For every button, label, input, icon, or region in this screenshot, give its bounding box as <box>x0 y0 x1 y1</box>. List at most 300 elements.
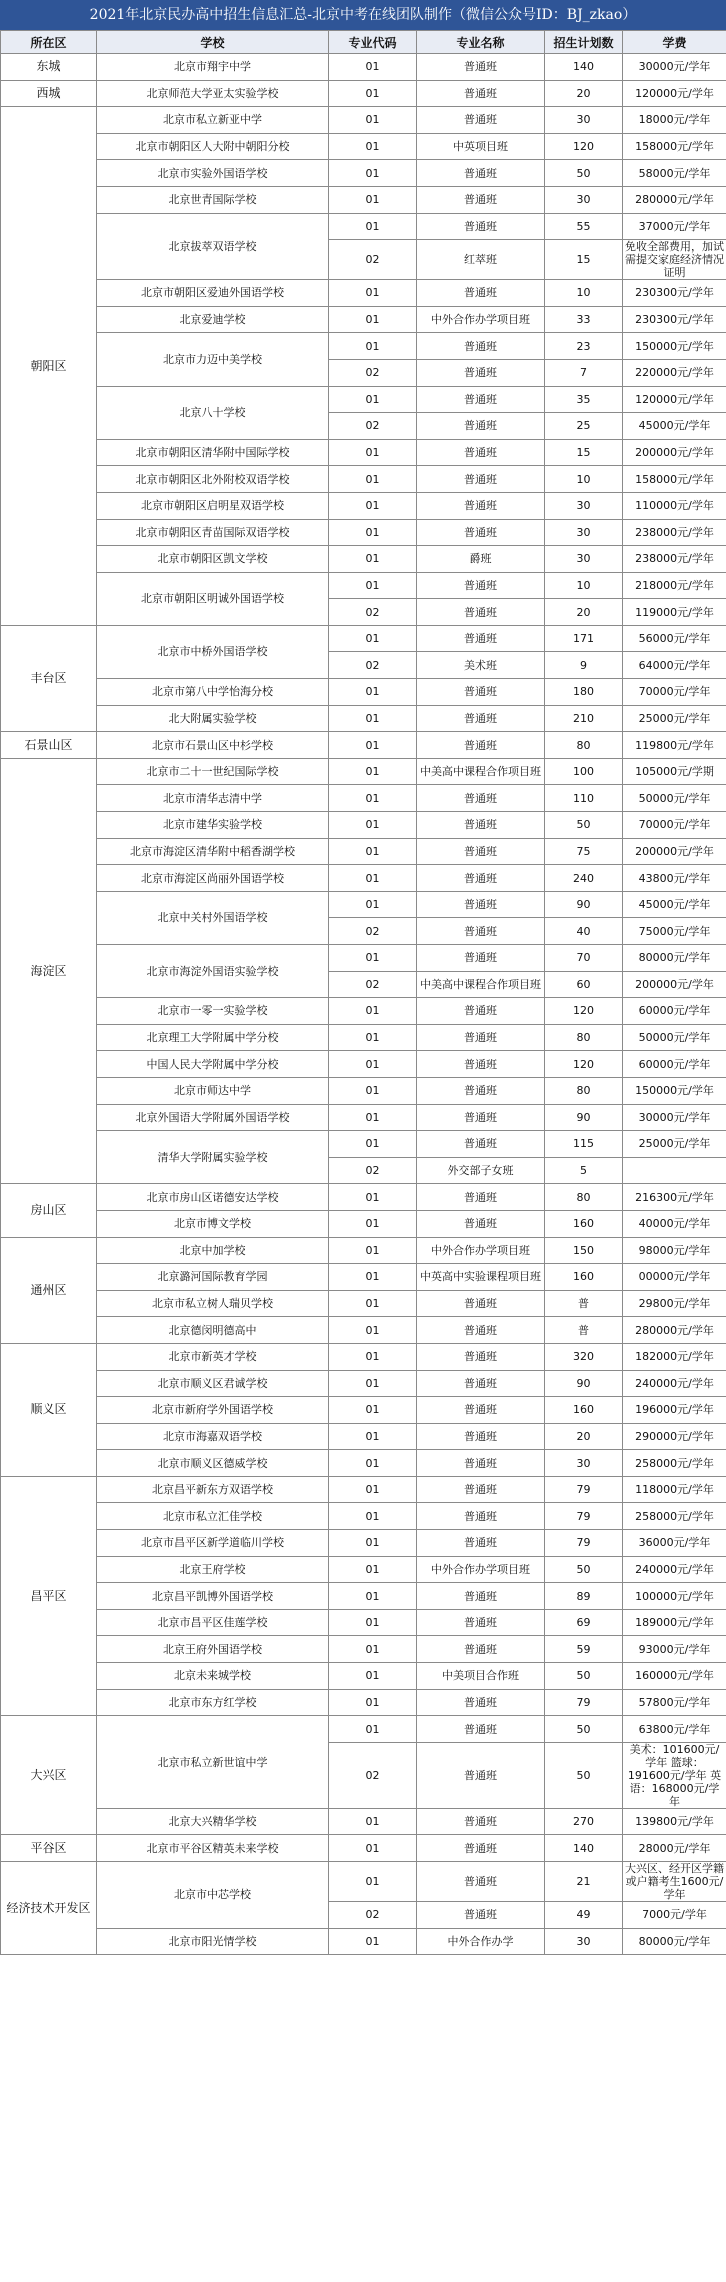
table-row <box>1 1556 726 1583</box>
table-row <box>1 386 726 413</box>
code-cell: 01 <box>329 758 417 785</box>
plan-cell: 171 <box>545 625 623 652</box>
fee-cell: 118000元/学年 <box>623 1476 726 1503</box>
plan-cell: 20 <box>545 1423 623 1450</box>
plan-cell: 50 <box>545 1556 623 1583</box>
fee-cell: 100000元/学年 <box>623 1583 726 1610</box>
school-cell: 北京市东方红学校 <box>97 1689 329 1716</box>
major-cell: 中英高中实验课程项目班 <box>417 1264 545 1291</box>
table-row <box>1 519 726 546</box>
code-cell: 01 <box>329 838 417 865</box>
fee-cell <box>623 1157 726 1184</box>
major-cell: 普通班 <box>417 1835 545 1862</box>
plan-cell: 9 <box>545 652 623 679</box>
major-cell: 普通班 <box>417 1024 545 1051</box>
table-row <box>1 1862 726 1902</box>
fee-cell: 70000元/学年 <box>623 679 726 706</box>
code-cell: 01 <box>329 812 417 839</box>
table-row <box>1 1423 726 1450</box>
fee-cell: 290000元/学年 <box>623 1423 726 1450</box>
plan-cell: 270 <box>545 1808 623 1835</box>
fee-cell: 280000元/学年 <box>623 1317 726 1344</box>
code-cell: 01 <box>329 1835 417 1862</box>
fee-cell: 240000元/学年 <box>623 1370 726 1397</box>
fee-cell: 110000元/学年 <box>623 492 726 519</box>
fee-cell: 189000元/学年 <box>623 1609 726 1636</box>
major-cell: 普通班 <box>417 1636 545 1663</box>
code-cell: 01 <box>329 333 417 360</box>
school-cell: 北京师范大学亚太实验学校 <box>97 80 329 107</box>
plan-cell: 30 <box>545 1928 623 1955</box>
table-row <box>1 1370 726 1397</box>
table-row <box>1 133 726 160</box>
code-cell: 01 <box>329 1264 417 1291</box>
major-cell: 普通班 <box>417 1450 545 1477</box>
major-cell: 普通班 <box>417 186 545 213</box>
code-cell: 02 <box>329 1902 417 1929</box>
table-row <box>1 160 726 187</box>
table-row <box>1 280 726 307</box>
major-cell: 普通班 <box>417 492 545 519</box>
school-cell: 北京市一零一实验学校 <box>97 998 329 1025</box>
table-row <box>1 1530 726 1557</box>
district-cell: 西城 <box>1 80 97 107</box>
major-cell: 普通班 <box>417 838 545 865</box>
major-cell: 中外合作办学项目班 <box>417 306 545 333</box>
school-cell: 北京世青国际学校 <box>97 186 329 213</box>
code-cell: 01 <box>329 1503 417 1530</box>
table-row <box>1 1131 726 1158</box>
code-cell: 01 <box>329 1636 417 1663</box>
header-plan: 招生计划数 <box>545 31 623 54</box>
major-cell: 普通班 <box>417 625 545 652</box>
plan-cell: 110 <box>545 785 623 812</box>
major-cell: 普通班 <box>417 1290 545 1317</box>
school-cell: 北京市私立树人瑞贝学校 <box>97 1290 329 1317</box>
school-cell: 北京德闵明德高中 <box>97 1317 329 1344</box>
school-cell: 北京理工大学附属中学分校 <box>97 1024 329 1051</box>
code-cell: 02 <box>329 652 417 679</box>
code-cell: 01 <box>329 572 417 599</box>
school-cell: 北京市石景山区中杉学校 <box>97 732 329 759</box>
major-cell: 中美高中课程合作项目班 <box>417 971 545 998</box>
code-cell: 01 <box>329 1024 417 1051</box>
plan-cell: 55 <box>545 213 623 240</box>
school-cell: 北京昌平凯博外国语学校 <box>97 1583 329 1610</box>
fee-cell: 56000元/学年 <box>623 625 726 652</box>
code-cell: 01 <box>329 785 417 812</box>
table-row <box>1 1450 726 1477</box>
plan-cell: 79 <box>545 1689 623 1716</box>
major-cell: 普通班 <box>417 1902 545 1929</box>
table-row <box>1 1503 726 1530</box>
code-cell: 01 <box>329 54 417 81</box>
plan-cell: 10 <box>545 466 623 493</box>
major-cell: 普通班 <box>417 359 545 386</box>
major-cell: 普通班 <box>417 1609 545 1636</box>
code-cell: 01 <box>329 1237 417 1264</box>
fee-cell: 120000元/学年 <box>623 80 726 107</box>
code-cell: 01 <box>329 891 417 918</box>
major-cell: 普通班 <box>417 865 545 892</box>
table-row <box>1 1317 726 1344</box>
plan-cell: 80 <box>545 1077 623 1104</box>
fee-cell: 158000元/学年 <box>623 133 726 160</box>
district-cell: 昌平区 <box>1 1476 97 1715</box>
code-cell: 01 <box>329 865 417 892</box>
fee-cell: 7000元/学年 <box>623 1902 726 1929</box>
table-row <box>1 466 726 493</box>
table-row <box>1 785 726 812</box>
major-cell: 普通班 <box>417 1423 545 1450</box>
major-cell: 普通班 <box>417 1131 545 1158</box>
major-cell: 普通班 <box>417 945 545 972</box>
fee-cell: 50000元/学年 <box>623 785 726 812</box>
plan-cell: 75 <box>545 838 623 865</box>
major-cell: 普通班 <box>417 213 545 240</box>
table-row <box>1 1808 726 1835</box>
plan-cell: 50 <box>545 1742 623 1808</box>
major-cell: 普通班 <box>417 54 545 81</box>
plan-cell: 80 <box>545 1024 623 1051</box>
major-cell: 中外合作办学项目班 <box>417 1237 545 1264</box>
fee-cell: 200000元/学年 <box>623 971 726 998</box>
major-cell: 普通班 <box>417 1317 545 1344</box>
fee-cell: 139800元/学年 <box>623 1808 726 1835</box>
table-row <box>1 945 726 972</box>
major-cell: 普通班 <box>417 1051 545 1078</box>
plan-cell: 49 <box>545 1902 623 1929</box>
district-cell: 平谷区 <box>1 1835 97 1862</box>
table-row <box>1 1583 726 1610</box>
school-cell: 北京大兴精华学校 <box>97 1808 329 1835</box>
major-cell: 普通班 <box>417 705 545 732</box>
code-cell: 01 <box>329 439 417 466</box>
fee-cell: 63800元/学年 <box>623 1716 726 1743</box>
major-cell: 普通班 <box>417 333 545 360</box>
school-cell: 北京王府学校 <box>97 1556 329 1583</box>
plan-cell: 10 <box>545 572 623 599</box>
header-fee: 学费 <box>623 31 726 54</box>
header-row <box>1 31 726 54</box>
plan-cell: 10 <box>545 280 623 307</box>
plan-cell: 40 <box>545 918 623 945</box>
school-cell: 北京爱迪学校 <box>97 306 329 333</box>
fee-cell: 30000元/学年 <box>623 1104 726 1131</box>
school-cell: 北京市博文学校 <box>97 1210 329 1237</box>
table-row <box>1 1024 726 1051</box>
plan-cell: 79 <box>545 1503 623 1530</box>
school-cell: 北京市清华志清中学 <box>97 785 329 812</box>
code-cell: 01 <box>329 1530 417 1557</box>
code-cell: 01 <box>329 1397 417 1424</box>
code-cell: 01 <box>329 280 417 307</box>
table-row <box>1 1237 726 1264</box>
fee-cell: 60000元/学年 <box>623 1051 726 1078</box>
table-row <box>1 1077 726 1104</box>
school-cell: 北京昌平新东方双语学校 <box>97 1476 329 1503</box>
table-row <box>1 1689 726 1716</box>
school-cell: 北京市私立汇佳学校 <box>97 1503 329 1530</box>
code-cell: 01 <box>329 213 417 240</box>
header-school: 学校 <box>97 31 329 54</box>
table-row <box>1 54 726 81</box>
major-cell: 普通班 <box>417 1343 545 1370</box>
school-cell: 北京市顺义区德威学校 <box>97 1450 329 1477</box>
fee-cell: 120000元/学年 <box>623 386 726 413</box>
plan-cell: 100 <box>545 758 623 785</box>
table-row <box>1 107 726 134</box>
header-major: 专业名称 <box>417 31 545 54</box>
plan-cell: 30 <box>545 1450 623 1477</box>
major-cell: 爵班 <box>417 546 545 573</box>
code-cell: 01 <box>329 1184 417 1211</box>
code-cell: 01 <box>329 80 417 107</box>
table-row <box>1 1663 726 1690</box>
major-cell: 普通班 <box>417 679 545 706</box>
table-row <box>1 1184 726 1211</box>
fee-cell: 119800元/学年 <box>623 732 726 759</box>
major-cell: 普通班 <box>417 1503 545 1530</box>
plan-cell: 35 <box>545 386 623 413</box>
fee-cell: 00000元/学年 <box>623 1264 726 1291</box>
code-cell: 02 <box>329 599 417 626</box>
plan-cell: 80 <box>545 732 623 759</box>
table-row <box>1 546 726 573</box>
plan-cell: 7 <box>545 359 623 386</box>
major-cell: 普通班 <box>417 107 545 134</box>
code-cell: 01 <box>329 186 417 213</box>
code-cell: 01 <box>329 1663 417 1690</box>
fee-cell: 29800元/学年 <box>623 1290 726 1317</box>
school-cell: 北京中加学校 <box>97 1237 329 1264</box>
school-cell: 北京市朝阳区启明星双语学校 <box>97 492 329 519</box>
fee-cell: 40000元/学年 <box>623 1210 726 1237</box>
table-row <box>1 439 726 466</box>
fee-cell: 30000元/学年 <box>623 54 726 81</box>
fee-cell: 182000元/学年 <box>623 1343 726 1370</box>
school-cell: 北京拔萃双语学校 <box>97 213 329 280</box>
major-cell: 普通班 <box>417 891 545 918</box>
fee-cell: 230300元/学年 <box>623 306 726 333</box>
plan-cell: 120 <box>545 1051 623 1078</box>
plan-cell: 140 <box>545 54 623 81</box>
school-cell: 北京市私立新世谊中学 <box>97 1716 329 1809</box>
fee-cell: 218000元/学年 <box>623 572 726 599</box>
school-cell: 北京八十学校 <box>97 386 329 439</box>
fee-cell: 200000元/学年 <box>623 838 726 865</box>
plan-cell: 25 <box>545 413 623 440</box>
school-cell: 北京市海淀区尚丽外国语学校 <box>97 865 329 892</box>
major-cell: 外交部子女班 <box>417 1157 545 1184</box>
table-row <box>1 1609 726 1636</box>
table-row <box>1 1210 726 1237</box>
admission-table <box>0 30 726 1955</box>
major-cell: 普通班 <box>417 160 545 187</box>
school-cell: 北京市朝阳区清华附中国际学校 <box>97 439 329 466</box>
header-code: 专业代码 <box>329 31 417 54</box>
fee-cell: 75000元/学年 <box>623 918 726 945</box>
table-row <box>1 1716 726 1743</box>
table-row <box>1 213 726 240</box>
code-cell: 01 <box>329 625 417 652</box>
code-cell: 01 <box>329 1583 417 1610</box>
district-cell: 通州区 <box>1 1237 97 1343</box>
school-cell: 北京市朝阳区北外附校双语学校 <box>97 466 329 493</box>
major-cell: 普通班 <box>417 1862 545 1902</box>
table-row <box>1 1636 726 1663</box>
code-cell: 02 <box>329 240 417 280</box>
table-row <box>1 80 726 107</box>
fee-cell: 45000元/学年 <box>623 891 726 918</box>
table-row <box>1 705 726 732</box>
table-row <box>1 1835 726 1862</box>
table-row <box>1 679 726 706</box>
school-cell: 北京市私立新亚中学 <box>97 107 329 134</box>
school-cell: 北京市朝阳区爱迪外国语学校 <box>97 280 329 307</box>
plan-cell: 普 <box>545 1317 623 1344</box>
code-cell: 01 <box>329 1131 417 1158</box>
plan-cell: 210 <box>545 705 623 732</box>
table-row <box>1 306 726 333</box>
fee-cell: 37000元/学年 <box>623 213 726 240</box>
plan-cell: 33 <box>545 306 623 333</box>
code-cell: 01 <box>329 1104 417 1131</box>
major-cell: 美术班 <box>417 652 545 679</box>
code-cell: 01 <box>329 492 417 519</box>
school-cell: 北京市海嘉双语学校 <box>97 1423 329 1450</box>
fee-cell: 238000元/学年 <box>623 519 726 546</box>
school-cell: 北京市实验外国语学校 <box>97 160 329 187</box>
school-cell: 北京市昌平区新学道临川学校 <box>97 1530 329 1557</box>
code-cell: 01 <box>329 1317 417 1344</box>
plan-cell: 30 <box>545 186 623 213</box>
major-cell: 普通班 <box>417 1104 545 1131</box>
fee-cell: 258000元/学年 <box>623 1450 726 1477</box>
code-cell: 01 <box>329 160 417 187</box>
plan-cell: 150 <box>545 1237 623 1264</box>
school-cell: 北大附属实验学校 <box>97 705 329 732</box>
fee-cell: 80000元/学年 <box>623 945 726 972</box>
plan-cell: 15 <box>545 439 623 466</box>
plan-cell: 普 <box>545 1290 623 1317</box>
fee-cell: 230300元/学年 <box>623 280 726 307</box>
code-cell: 01 <box>329 1343 417 1370</box>
plan-cell: 20 <box>545 599 623 626</box>
fee-cell: 240000元/学年 <box>623 1556 726 1583</box>
school-cell: 北京市中芯学校 <box>97 1862 329 1929</box>
fee-cell: 119000元/学年 <box>623 599 726 626</box>
school-cell: 北京市建华实验学校 <box>97 812 329 839</box>
fee-cell: 免收全部费用，加试需提交家庭经济情况证明 <box>623 240 726 280</box>
code-cell: 02 <box>329 413 417 440</box>
major-cell: 普通班 <box>417 1077 545 1104</box>
major-cell: 普通班 <box>417 1808 545 1835</box>
fee-cell: 28000元/学年 <box>623 1835 726 1862</box>
plan-cell: 180 <box>545 679 623 706</box>
fee-cell: 57800元/学年 <box>623 1689 726 1716</box>
school-cell: 北京市朝阳区人大附中朝阳分校 <box>97 133 329 160</box>
table-row <box>1 891 726 918</box>
page-title: 2021年北京民办高中招生信息汇总-北京中考在线团队制作（微信公众号ID：BJ_zkao） <box>0 0 726 30</box>
plan-cell: 20 <box>545 80 623 107</box>
school-cell: 北京市中桥外国语学校 <box>97 625 329 678</box>
fee-cell: 25000元/学年 <box>623 705 726 732</box>
plan-cell: 240 <box>545 865 623 892</box>
major-cell: 普通班 <box>417 1583 545 1610</box>
major-cell: 普通班 <box>417 1370 545 1397</box>
table-row <box>1 758 726 785</box>
plan-cell: 90 <box>545 891 623 918</box>
school-cell: 北京市二十一世纪国际学校 <box>97 758 329 785</box>
fee-cell: 60000元/学年 <box>623 998 726 1025</box>
district-cell: 东城 <box>1 54 97 81</box>
fee-cell: 18000元/学年 <box>623 107 726 134</box>
major-cell: 普通班 <box>417 1689 545 1716</box>
major-cell: 普通班 <box>417 918 545 945</box>
code-cell: 02 <box>329 971 417 998</box>
plan-cell: 160 <box>545 1210 623 1237</box>
district-cell: 顺义区 <box>1 1343 97 1476</box>
code-cell: 01 <box>329 1928 417 1955</box>
major-cell: 普通班 <box>417 1716 545 1743</box>
major-cell: 普通班 <box>417 1210 545 1237</box>
school-cell: 北京王府外国语学校 <box>97 1636 329 1663</box>
fee-cell: 美术：101600元/学年 篮球：191600元/学年 英语：168000元/学年 <box>623 1742 726 1808</box>
school-cell: 北京未来城学校 <box>97 1663 329 1690</box>
plan-cell: 140 <box>545 1835 623 1862</box>
fee-cell: 58000元/学年 <box>623 160 726 187</box>
plan-cell: 5 <box>545 1157 623 1184</box>
table-row <box>1 1264 726 1291</box>
major-cell: 中美项目合作班 <box>417 1663 545 1690</box>
major-cell: 普通班 <box>417 386 545 413</box>
code-cell: 02 <box>329 918 417 945</box>
major-cell: 普通班 <box>417 812 545 839</box>
plan-cell: 50 <box>545 160 623 187</box>
plan-cell: 60 <box>545 971 623 998</box>
table-row <box>1 1104 726 1131</box>
fee-cell: 93000元/学年 <box>623 1636 726 1663</box>
code-cell: 01 <box>329 107 417 134</box>
school-cell: 北京市平谷区精英未来学校 <box>97 1835 329 1862</box>
code-cell: 01 <box>329 1476 417 1503</box>
school-cell: 北京市海淀外国语实验学校 <box>97 945 329 998</box>
fee-cell: 105000元/学期 <box>623 758 726 785</box>
plan-cell: 21 <box>545 1862 623 1902</box>
code-cell: 02 <box>329 359 417 386</box>
table-row <box>1 1397 726 1424</box>
table-row <box>1 1290 726 1317</box>
fee-cell: 150000元/学年 <box>623 333 726 360</box>
plan-cell: 23 <box>545 333 623 360</box>
school-cell: 北京市朝阳区青苗国际双语学校 <box>97 519 329 546</box>
code-cell: 01 <box>329 519 417 546</box>
table-row <box>1 1343 726 1370</box>
district-cell: 石景山区 <box>1 732 97 759</box>
plan-cell: 59 <box>545 1636 623 1663</box>
major-cell: 中美高中课程合作项目班 <box>417 758 545 785</box>
major-cell: 普通班 <box>417 998 545 1025</box>
major-cell: 普通班 <box>417 80 545 107</box>
major-cell: 普通班 <box>417 466 545 493</box>
fee-cell: 大兴区、经开区学籍或户籍考生1600元/学年 <box>623 1862 726 1902</box>
plan-cell: 160 <box>545 1264 623 1291</box>
fee-cell: 50000元/学年 <box>623 1024 726 1051</box>
school-cell: 北京市朝阳区明诚外国语学校 <box>97 572 329 625</box>
district-cell: 大兴区 <box>1 1716 97 1835</box>
code-cell: 01 <box>329 1862 417 1902</box>
